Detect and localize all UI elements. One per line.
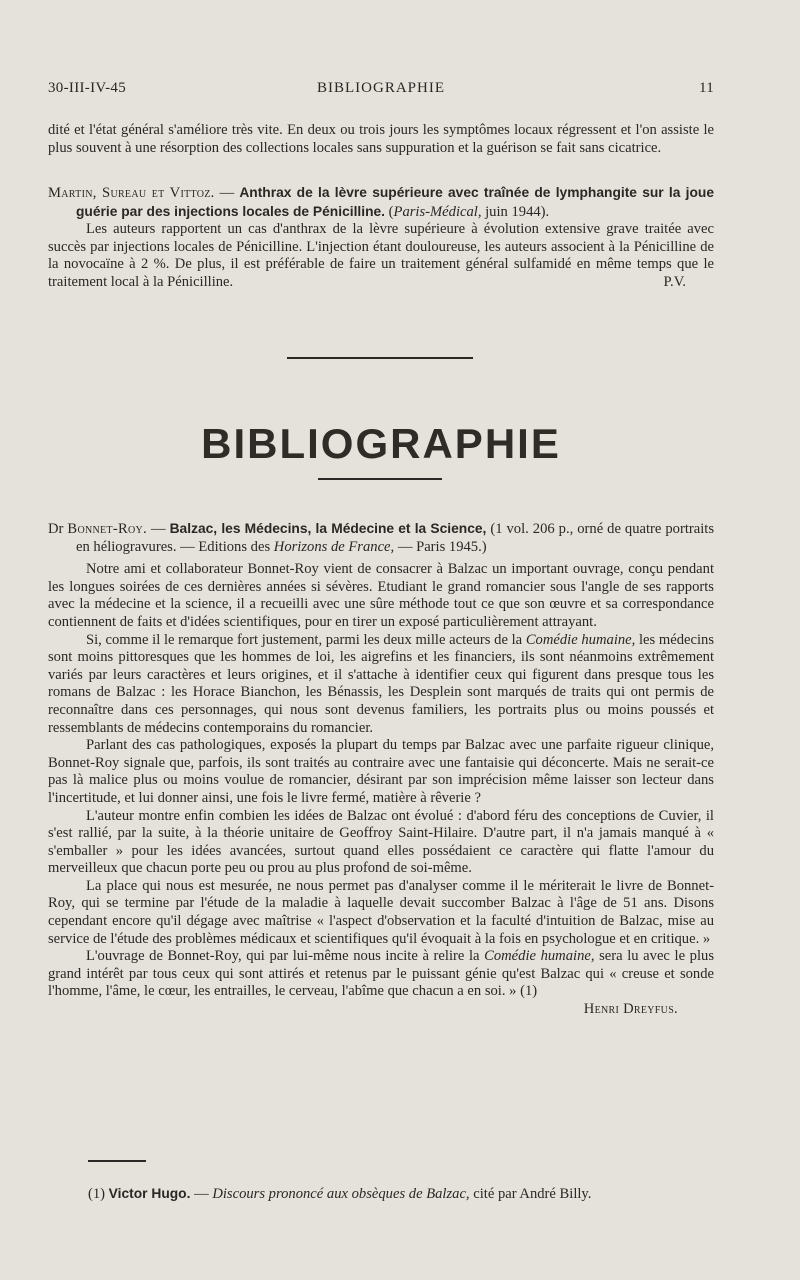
reference-source: Paris-Médical,: [393, 203, 482, 220]
reference-title: Anthrax de la lèvre supérieure avec traînée de lymphangite sur la joue guérie par des injections locales de Pénicilline.: [76, 185, 715, 219]
continued-paragraph: dité et l'état général s'améliore très vite. En deux ou trois jours les symptômes locaux régressent et l'on assiste le plus souvent à une résorption des collections locales sans suppuration et la guérison se fait sans cicatrice.: [48, 122, 714, 156]
divider-rule: [287, 357, 473, 359]
work-title: Comédie humaine,: [525, 631, 636, 648]
reviewer-initials: P.V.: [663, 273, 686, 290]
book-publisher: Horizons de France,: [273, 538, 395, 555]
reference-entry-1: [48, 184, 714, 292]
signature-text: Henri Dreyfus.: [583, 1001, 678, 1018]
reference-date: juin 1944).: [481, 203, 550, 220]
text: les médecins sont moins pittoresques que les hommes de loi, les aigrefins et les financiers, ils sont néanmoins extrêmement variés par leurs caractères et leurs origines, et il s'attache à identifier ceux qui figurent dans presque tous les romans de Balzac : les Horace Bianchon, les Bénassis, les Desplein sont marqués de traits qui ont permis de reconnaître dans ces personnages, qui nous sont devenus familiers, les portraits plus ou moins poussés et ressemblants de médecins contemporains du romancier.: [48, 631, 715, 736]
footnote: [88, 1185, 714, 1204]
review-paragraph-2: [48, 632, 714, 738]
book-date: — Paris 1945.): [394, 538, 487, 555]
footnote-rest: cité par André Billy.: [469, 1186, 592, 1202]
paren: (: [385, 203, 394, 220]
reference-citation: [48, 184, 714, 221]
book-title: Balzac, les Médecins, la Médecine et la Science,: [169, 521, 487, 536]
text: sera lu avec le plus grand intérêt par tous ceux qui sont attirés et retenus par le puissant génie qu'est Balzac qui « creuse et sonde l'homme, l'âme, le cœur, les entrailles, le cerveau, l'abîme que chacun a en soi. » (1): [48, 948, 714, 1000]
running-title: BIBLIOGRAPHIE: [317, 80, 445, 96]
footnote-title: Discours prononcé aux obsèques de Balzac,: [212, 1186, 470, 1202]
reference-authors: Martin, Sureau et Vittoz.: [48, 185, 215, 201]
review-paragraph-3: Parlant des cas pathologiques, exposés la plupart du temps par Balzac avec une parfaite rigueur clinique, Bonnet-Roy signale que, parfois, ils sont traités au contraire avec une fantaisie qui déconcerte. Mais ne serait-ce pas là malice plus ou moins voulue de romancier, désirant par son imprécision même laisser son lecteur dans l'incertitude, et lui donner ainsi, une fois le livre fermé, matière à rêverie ?: [48, 737, 714, 806]
review-paragraph-5: La place qui nous est mesurée, ne nous permet pas d'analyser comme il le mériterait le livre de Bonnet-Roy, qui se termine par l'étude de la maladie à laquelle devait succomber Balzac à l'âge de 51 ans. Disons cependant encore qu'il dégage avec maîtrise « l'aspect d'observation et la faculté d'intuition de Balzac, mise au service de l'étude des problèmes médicaux et scientifiques qu'il évoquait à la fois en psychologue et en critique. »: [48, 877, 714, 947]
continued-text: [48, 122, 714, 157]
footnote-rule: [88, 1160, 146, 1162]
footnote-author: Victor Hugo.: [108, 1186, 191, 1201]
book-author: Bonnet-Roy.: [67, 521, 148, 537]
review-paragraph-1: Notre ami et collaborateur Bonnet-Roy vient de consacrer à Balzac un important ouvrage, conçu pendant les longues soirées de ces dernières années si sévères. Etudiant le grand romancier sous l'angle de ses rapports avec la médecine et la science, il a recueilli avec une sûre méthode tout ce que son œuvre et sa correspondance contiennent de faits et d'idées scientifiques, pour en tirer un exposé particulièrement attrayant.: [48, 561, 714, 630]
review-paragraph-6: [48, 948, 714, 1001]
dash: —: [214, 185, 240, 201]
book-citation: [48, 520, 714, 556]
section-title: BIBLIOGRAPHIE: [201, 420, 561, 467]
summary-text: Les auteurs rapportent un cas d'anthrax de la lèvre supérieure à évolution extensive grave traitée avec succès par injections locales de Pénicilline. L'injection étant douloureuse, les auteurs associent à la Pénicilline de la novocaïne à 2 %. De plus, il est préférable de faire un traitement général sulfamidé en même temps que le traitement local à la Pénicilline.: [48, 221, 714, 290]
text: Si, comme il le remarque fort justement, parmi les deux mille acteurs de la: [86, 631, 526, 648]
title-underline: [318, 478, 442, 480]
issue-date: 30-III-IV-45: [48, 80, 127, 96]
dash: —: [147, 521, 170, 537]
book-details: (1 vol. 206 p., orné de quatre portraits en héliogravures. — Editions des: [76, 521, 715, 555]
review-entry: [48, 520, 714, 1019]
work-title: Comédie humaine,: [484, 948, 595, 965]
text: L'ouvrage de Bonnet-Roy, qui par lui-même nous incite à relire la: [86, 948, 485, 965]
footnote-number: (1): [88, 1186, 109, 1202]
doctor-prefix: Dr: [48, 521, 64, 537]
page-number: 11: [698, 80, 714, 96]
review-paragraph-4: L'auteur montre enfin combien les idées de Balzac ont évolué : d'abord féru des conceptions de Cuvier, il s'est rallié, par la suite, à la théorie unitaire de Geoffroy Saint-Hilaire. D'autre part, il n'a jamais manqué à « s'emballer » pour les idées avancées, surtout quand elles possédaient ce caractère qui flatte l'amour du merveilleux que chacun porte peu ou prou au plus profond de soi-même.: [48, 807, 714, 877]
reviewer-signature: [48, 1001, 714, 1019]
dash: —: [190, 1186, 213, 1202]
